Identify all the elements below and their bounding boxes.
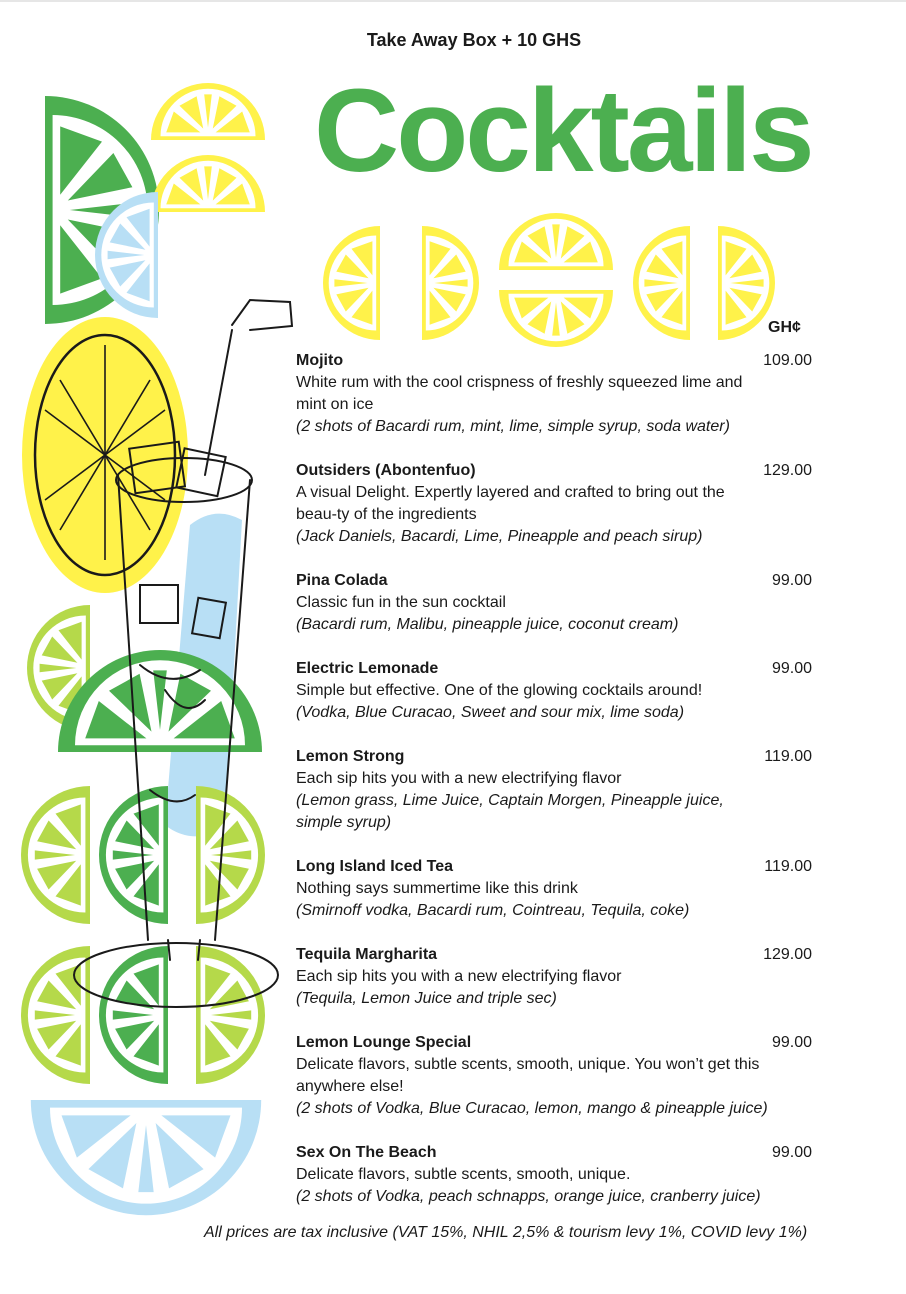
item-description: Each sip hits you with a new electrifying flavor xyxy=(296,770,622,787)
menu-item xyxy=(296,746,812,834)
item-name: Mojito xyxy=(296,352,344,369)
menu-item xyxy=(296,944,812,1010)
item-name: Lemon Lounge Special xyxy=(296,1034,472,1051)
lemon-slice-icon xyxy=(323,226,380,340)
menu-item xyxy=(296,1142,812,1208)
item-ingredients: (Bacardi rum, Malibu, pineapple juice, coconut cream) xyxy=(296,616,679,633)
item-ingredients: (Smirnoff vodka, Bacardi rum, Cointreau, Tequila, coke) xyxy=(296,902,690,919)
lime-slice-icon xyxy=(196,946,265,1084)
item-name: Long Island Iced Tea xyxy=(296,858,454,875)
item-ingredients: (2 shots of Vodka, peach schnapps, orange juice, cranberry juice) xyxy=(296,1188,761,1205)
item-price: 109.00 xyxy=(763,352,812,369)
item-name: Electric Lemonade xyxy=(296,660,439,677)
lime-slice-icon xyxy=(99,786,168,924)
menu-item xyxy=(296,658,812,724)
item-description: A visual Delight. Expertly layered and crafted to bring out the beau-ty of the ingredients xyxy=(296,484,725,523)
item-price: 99.00 xyxy=(771,660,812,677)
item-description: White rum with the cool crispness of freshly squeezed lime and mint on ice xyxy=(296,374,743,413)
item-description: Classic fun in the sun cocktail xyxy=(296,594,506,611)
item-description: Delicate flavors, subtle scents, smooth, unique. xyxy=(296,1166,631,1183)
lime-slice-icon xyxy=(196,786,265,924)
item-name: Lemon Strong xyxy=(296,748,405,765)
item-description: Simple but effective. One of the glowing cocktails around! xyxy=(296,682,703,699)
item-price: 129.00 xyxy=(763,946,812,963)
lemon-slice-icon xyxy=(151,83,265,140)
item-ingredients: (Lemon grass, Lime Juice, Captain Morgen, Pineapple juice, simple syrup) xyxy=(296,792,724,831)
lemon-slice-icon xyxy=(151,155,265,212)
tax-note: All prices are tax inclusive (VAT 15%, NHIL 2,5% & tourism levy 1%, COVID levy 1%) xyxy=(204,1224,808,1241)
item-price: 119.00 xyxy=(764,748,812,765)
menu-item xyxy=(296,460,812,548)
menu-item xyxy=(296,1032,812,1120)
item-name: Sex On The Beach xyxy=(296,1144,437,1161)
item-description: Nothing says summertime like this drink xyxy=(296,880,578,897)
item-price: 99.00 xyxy=(771,1144,812,1161)
lemon-slice-icon xyxy=(499,213,613,270)
item-price: 129.00 xyxy=(763,462,812,479)
lime-slice-icon xyxy=(99,946,168,1084)
item-price: 99.00 xyxy=(771,572,812,589)
item-description: Delicate flavors, subtle scents, smooth, unique. You won’t get this anywhere else! xyxy=(296,1056,760,1095)
item-name: Pina Colada xyxy=(296,572,388,589)
item-name: Tequila Margharita xyxy=(296,946,438,963)
menu-item xyxy=(296,570,812,636)
lemon-slice-icon xyxy=(499,290,613,347)
currency-label: GH¢ xyxy=(768,319,801,336)
item-ingredients: (Tequila, Lemon Juice and triple sec) xyxy=(296,990,557,1007)
item-ingredients: (2 shots of Vodka, Blue Curacao, lemon, mango & pineapple juice) xyxy=(296,1100,768,1117)
take-away-note: Take Away Box + 10 GHS xyxy=(366,30,582,50)
item-ingredients: (Vodka, Blue Curacao, Sweet and sour mix, lime soda) xyxy=(296,704,685,721)
lemon-slice-icon xyxy=(633,226,690,340)
lime-slice-icon xyxy=(21,946,90,1084)
ice-slice-icon xyxy=(31,1100,261,1215)
lemon-slice-icon xyxy=(718,226,775,340)
menu-item xyxy=(296,350,812,438)
item-price: 119.00 xyxy=(764,858,812,875)
item-price: 99.00 xyxy=(771,1034,812,1051)
menu-item xyxy=(296,856,812,922)
lime-slice-icon xyxy=(21,786,90,924)
lemon-slice-icon xyxy=(422,226,479,340)
item-description: Each sip hits you with a new electrifying flavor xyxy=(296,968,622,985)
item-ingredients: (Jack Daniels, Bacardi, Lime, Pineapple and peach sirup) xyxy=(296,528,703,545)
cocktail-menu xyxy=(296,350,812,1230)
item-name: Outsiders (Abontenfuo) xyxy=(296,462,476,479)
item-ingredients: (2 shots of Bacardi rum, mint, lime, simple syrup, soda water) xyxy=(296,418,730,435)
page-title: Cocktails xyxy=(314,65,812,197)
